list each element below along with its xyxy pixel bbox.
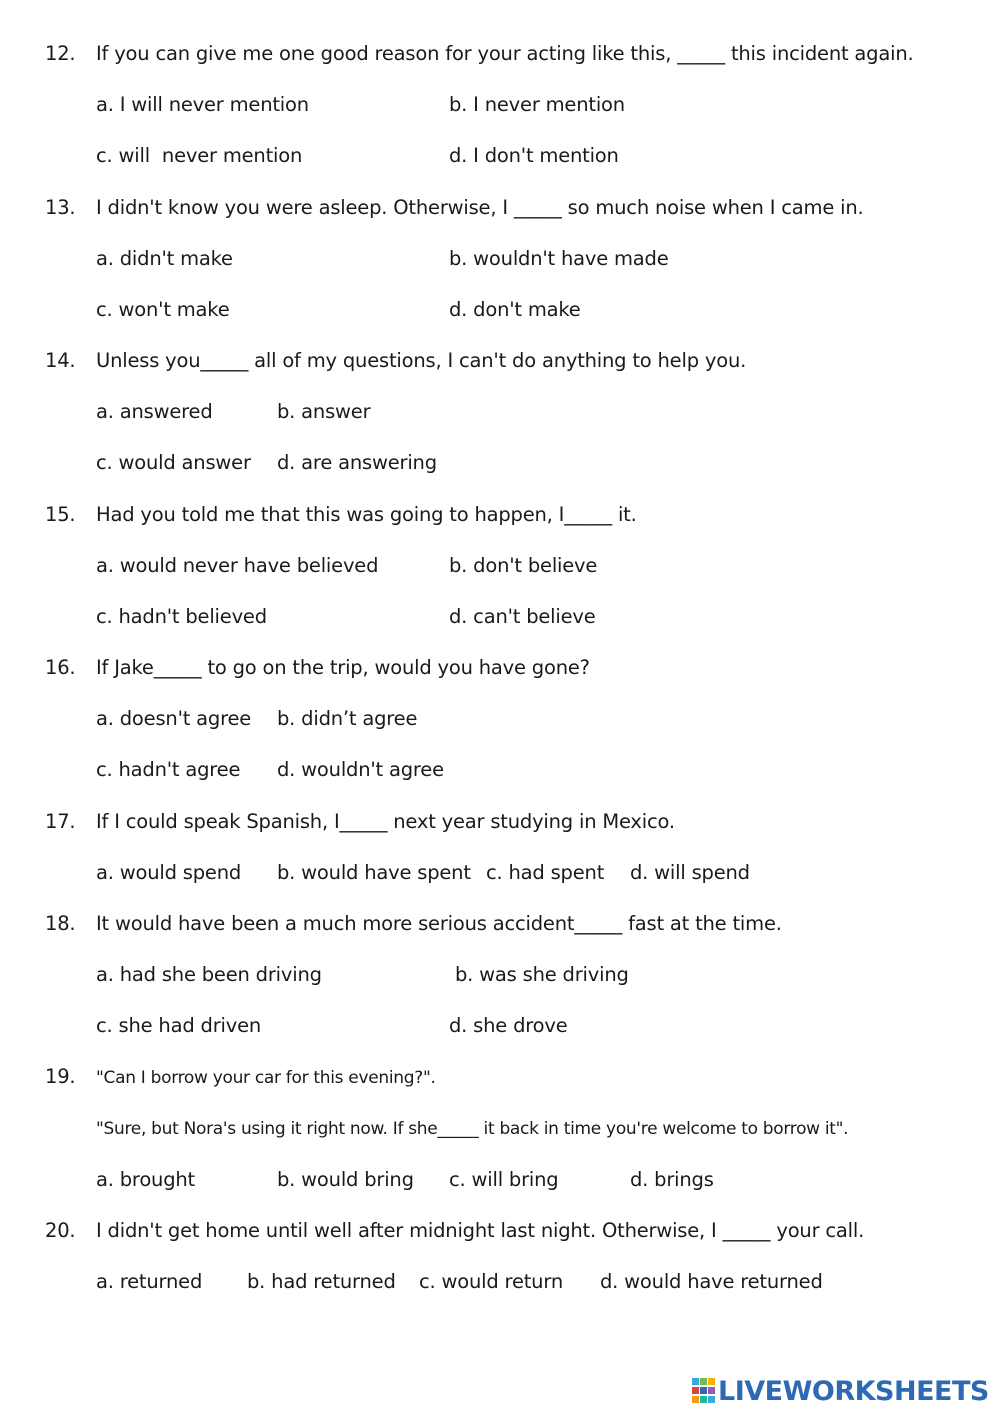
option-b: b. don't believe xyxy=(449,554,598,577)
option-b: b. didn’t agree xyxy=(277,707,418,730)
option-a: a. I will never mention xyxy=(96,93,309,116)
option-b: b. answer xyxy=(277,400,371,423)
option-c: c. hadn't believed xyxy=(96,605,267,628)
question-number: 13. xyxy=(45,196,76,219)
question-number: 18. xyxy=(45,912,76,935)
option-c: c. won't make xyxy=(96,298,230,321)
question-text: I didn't know you were asleep. Otherwise, I _____ so much noise when I came in. xyxy=(96,196,864,219)
option-c: c. will bring xyxy=(449,1168,559,1191)
option-c: c. would answer xyxy=(96,451,251,474)
option-c: c. she had driven xyxy=(96,1014,262,1037)
question-number: 20. xyxy=(45,1219,76,1242)
option-b: b. would bring xyxy=(277,1168,414,1191)
question-number: 17. xyxy=(45,810,76,833)
option-b: b. wouldn't have made xyxy=(449,247,669,270)
liveworksheets-logo-icon xyxy=(692,1378,716,1404)
question-text: "Can I borrow your car for this evening?". xyxy=(96,1068,436,1088)
question-text: Unless you_____ all of my questions, I can't do anything to help you. xyxy=(96,349,747,372)
option-d: d. would have returned xyxy=(600,1270,823,1293)
option-c: c. had spent xyxy=(486,861,605,884)
option-d: d. she drove xyxy=(449,1014,568,1037)
option-d: d. brings xyxy=(630,1168,714,1191)
question-number: 15. xyxy=(45,503,76,526)
option-b: b. had returned xyxy=(247,1270,396,1293)
option-a: a. doesn't agree xyxy=(96,707,252,730)
question-text: I didn't get home until well after midnight last night. Otherwise, I _____ your call. xyxy=(96,1219,865,1242)
question-number: 16. xyxy=(45,656,76,679)
option-a: a. had she been driving xyxy=(96,963,322,986)
question-text: If Jake_____ to go on the trip, would you have gone? xyxy=(96,656,590,679)
option-b: b. was she driving xyxy=(455,963,629,986)
question-number: 19. xyxy=(45,1065,76,1088)
question-text: It would have been a much more serious accident_____ fast at the time. xyxy=(96,912,782,935)
option-d: d. are answering xyxy=(277,451,437,474)
question-number: 14. xyxy=(45,349,76,372)
option-a: a. would never have believed xyxy=(96,554,379,577)
option-d: d. I don't mention xyxy=(449,144,619,167)
question-number: 12. xyxy=(45,42,76,65)
question-text: Had you told me that this was going to happen, I_____ it. xyxy=(96,503,637,526)
option-b: b. I never mention xyxy=(449,93,625,116)
option-c: c. would return xyxy=(419,1270,563,1293)
question-text: If you can give me one good reason for your acting like this, _____ this incident again. xyxy=(96,42,914,65)
option-c: c. hadn't agree xyxy=(96,758,241,781)
question-text: If I could speak Spanish, I_____ next year studying in Mexico. xyxy=(96,810,675,833)
option-a: a. brought xyxy=(96,1168,195,1191)
liveworksheets-logo[interactable] xyxy=(692,1374,989,1408)
option-a: a. returned xyxy=(96,1270,203,1293)
option-c: c. will never mention xyxy=(96,144,303,167)
question-text-continued: "Sure, but Nora's using it right now. If she_____ it back in time you're welcome to borrow it". xyxy=(96,1119,849,1139)
option-b: b. would have spent xyxy=(277,861,471,884)
logo-text: LIVEWORKSHEETS xyxy=(718,1375,989,1407)
option-a: a. answered xyxy=(96,400,213,423)
option-a: a. would spend xyxy=(96,861,242,884)
option-d: d. will spend xyxy=(630,861,750,884)
option-a: a. didn't make xyxy=(96,247,233,270)
option-d: d. can't believe xyxy=(449,605,596,628)
option-d: d. don't make xyxy=(449,298,581,321)
option-d: d. wouldn't agree xyxy=(277,758,444,781)
